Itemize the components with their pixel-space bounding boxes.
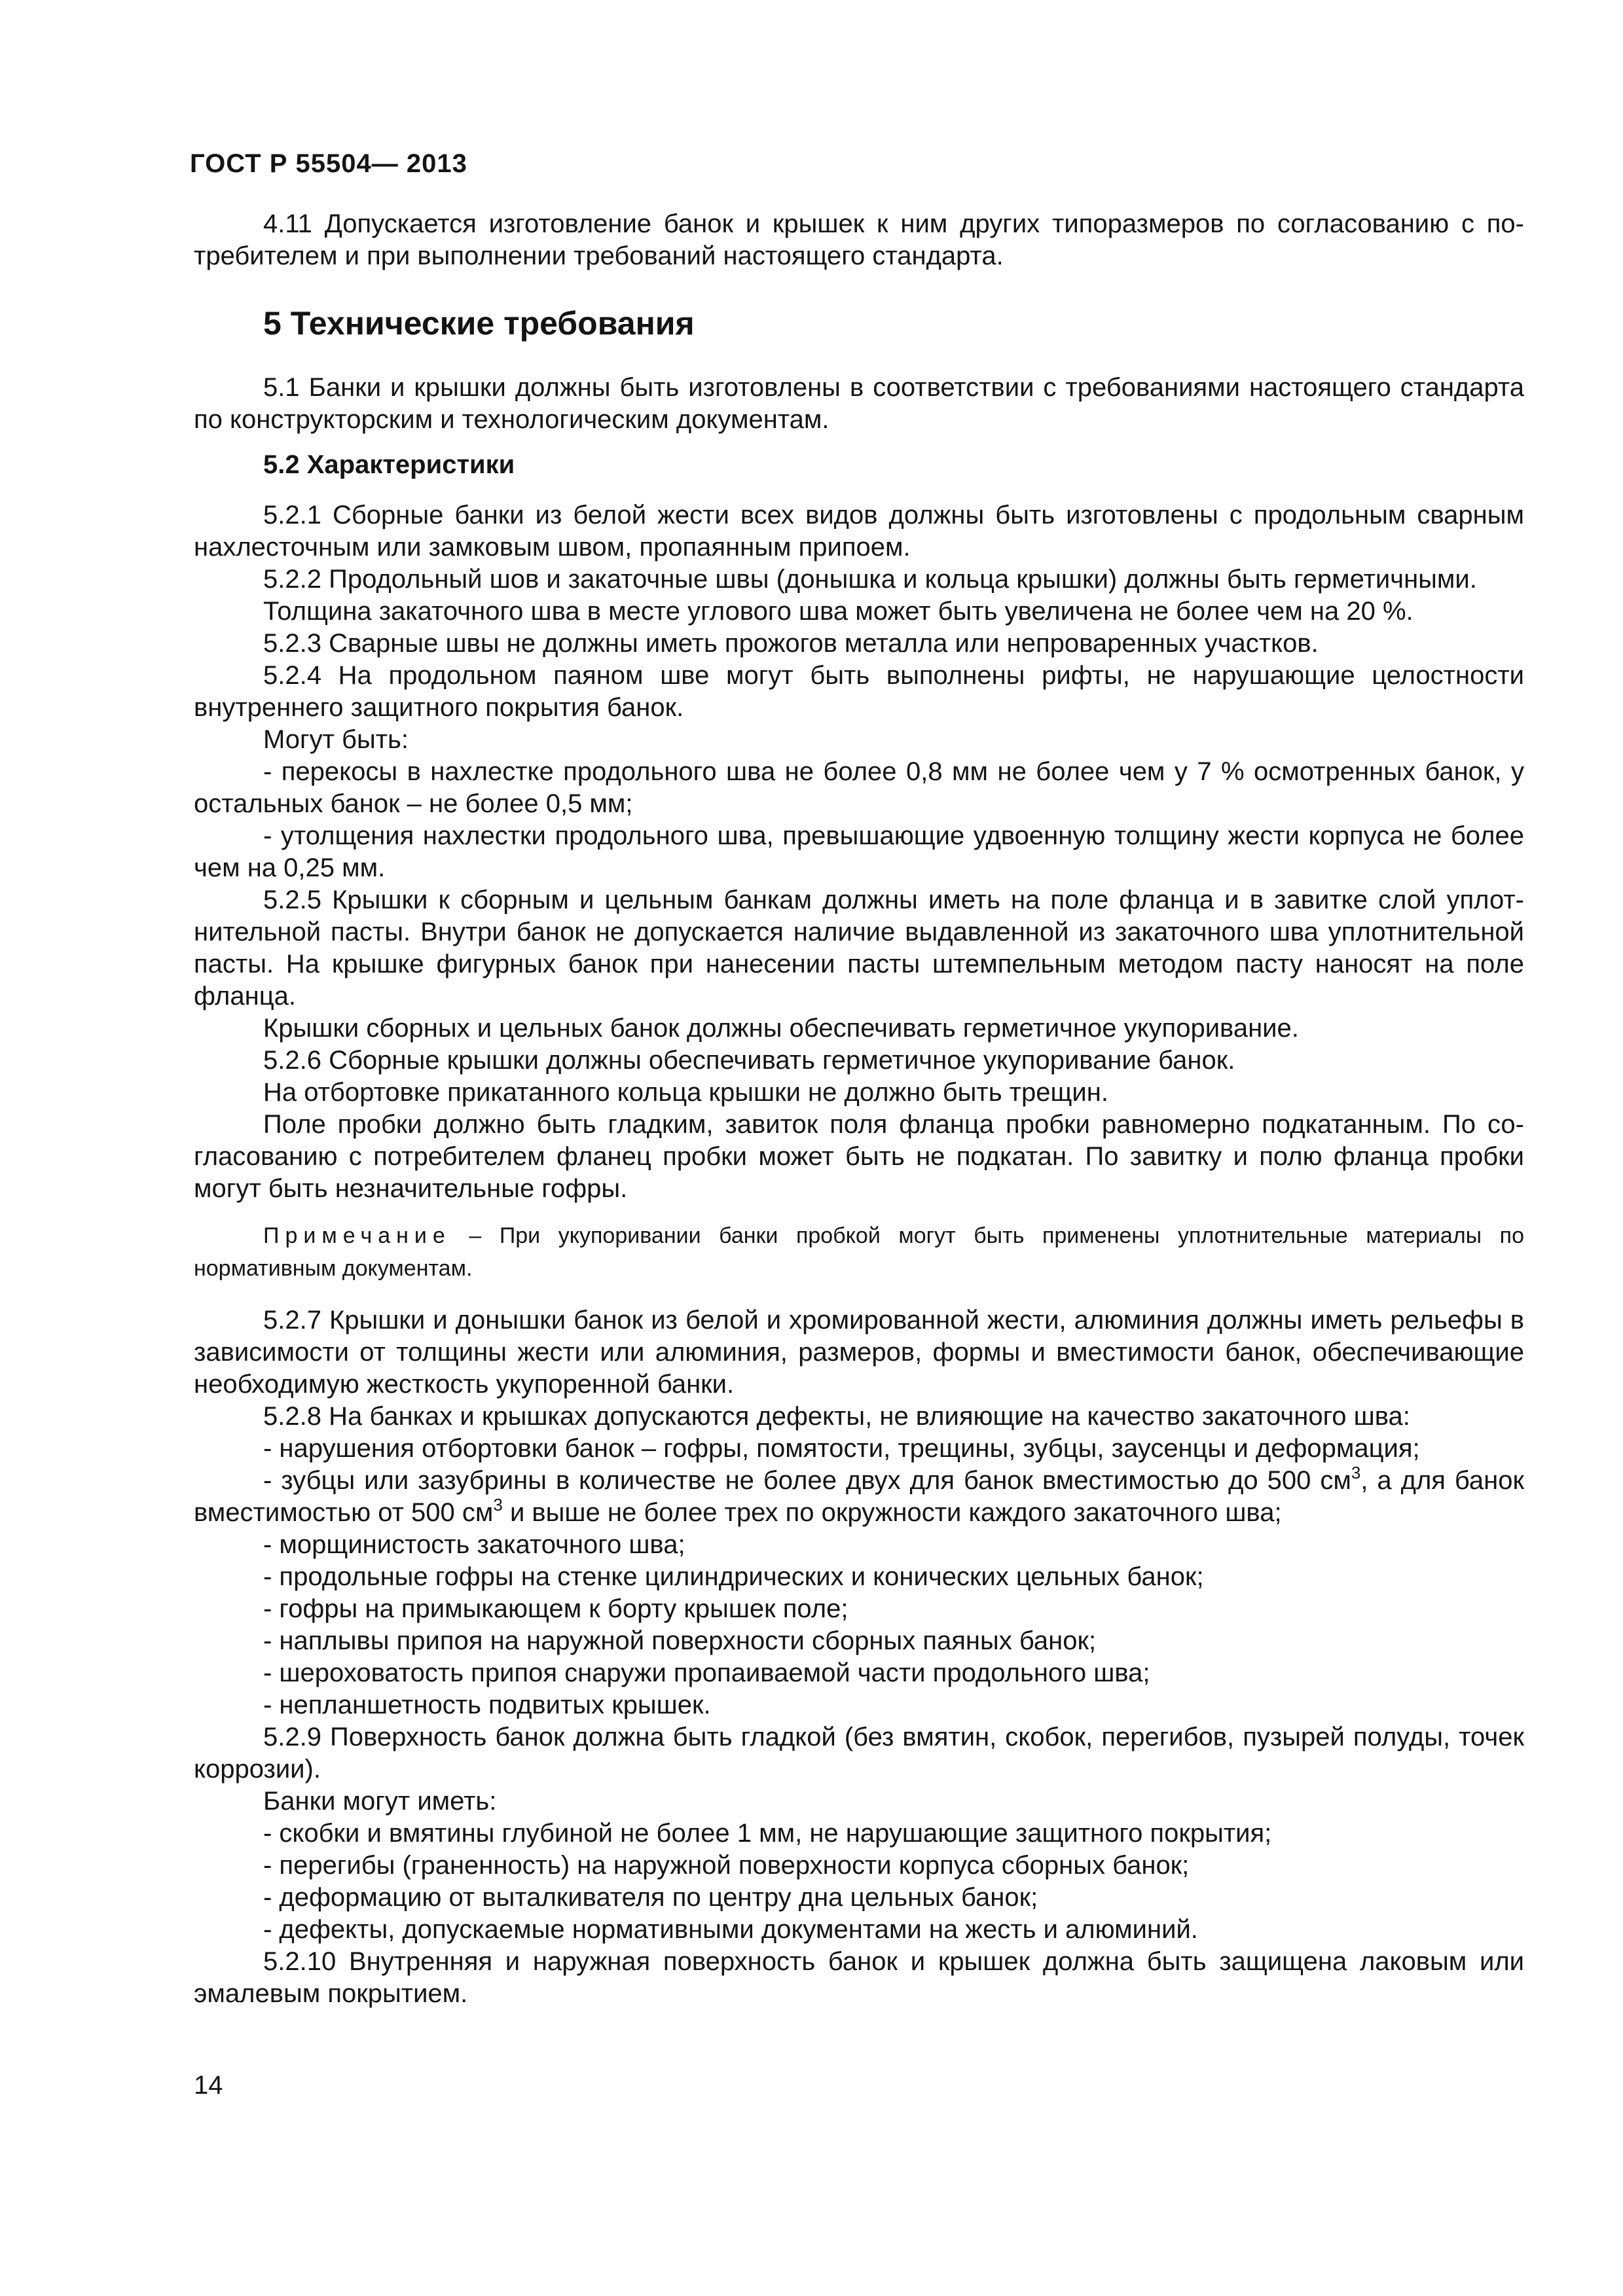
clause-5-2-7: 5.2.7 Крышки и донышки банок из белой и хромированной жести, алюминия должны иметь рельефы в зависимости от толщины жести или алюминия, размеров, формы и вместимости банок, обеспечивающие необходимую жесткость укупоренной банки. — [194, 1306, 1524, 1399]
list-item: - скобки и вмятины глубиной не более 1 мм, не нарушающие защитного покрытия; — [263, 1819, 1272, 1848]
may-be-intro: Могут быть: — [263, 725, 409, 754]
page-content — [194, 208, 1524, 2010]
list-item: - перекосы в нахлестке продольного шва не более 0,8 мм не более чем у 7 % осмотренных банок, у остальных банок – не более 0,5 мм; — [194, 757, 1524, 818]
clause-5-2-9: 5.2.9 Поверхность банок должна быть гладкой (без вмятин, скобок, перегибов, пузырей полуды, точек коррозии). — [194, 1723, 1524, 1784]
list-item: - наплывы припоя на наружной поверхности сборных паяных банок; — [263, 1626, 1097, 1655]
cans-may-intro: Банки могут иметь: — [263, 1787, 497, 1816]
superscript: 3 — [493, 1495, 503, 1515]
ring-flange-paragraph: На отбортовке прикатанного кольца крышки не должно быть трещин. — [263, 1078, 1108, 1107]
page-number: 14 — [194, 2071, 223, 2100]
clause-4-11: 4.11 Допускается изготовление банок и крышек к ним других типоразмеров по согласованию с потребителем и при выполнении требований настоящего стандарта. — [194, 209, 1524, 270]
clause-5-2-4: 5.2.4 На продольном паяном шве могут быть выполнены рифты, не нарушающие целостности внутреннего защитного покрытия банок. — [194, 661, 1524, 722]
list-item: - морщинистость закаточного шва; — [263, 1530, 685, 1559]
clause-5-2-2: 5.2.2 Продольный шов и закаточные швы (донышка и кольца крышки) должны быть герметичными. — [263, 565, 1477, 594]
lids-seal-paragraph: Крышки сборных и цельных банок должны обеспечивать герметичное укупоривание. — [263, 1014, 1299, 1043]
list-item: - нарушения отбортовки банок – гофры, помятости, трещины, зубцы, заусенцы и деформация; — [263, 1434, 1420, 1463]
list-item: - шероховатость припоя снаружи пропаиваемой части продольного шва; — [263, 1659, 1150, 1687]
subsection-5-2-title: 5.2 Характеристики — [263, 450, 515, 479]
teeth-text-3: и выше не более трех по окружности каждого закаточного шва; — [502, 1498, 1282, 1527]
plug-field-paragraph: Поле пробки должно быть гладким, завиток поля фланца пробки равномерно подкатанным. По согласованию с потребителем фланец пробки может быть не подкатан. По завитку и полю фланца пробки могут быть незначительные гофры. — [194, 1110, 1524, 1203]
list-item: - продольные гофры на стенке цилиндрических и конических цельных банок; — [263, 1562, 1204, 1591]
clause-5-2-3: 5.2.3 Сварные швы не должны иметь прожогов металла или непроваренных участков. — [263, 629, 1319, 658]
note-text: – При укупоривании банки пробкой могут быть применены уплотнительные материалы по нормативным документам. — [194, 1223, 1524, 1281]
clause-5-2-2-thickness: Толщина закаточного шва в месте углового шва может быть увеличена не более чем на 20 %. — [263, 597, 1413, 626]
list-item: - непланшетность подвитых крышек. — [263, 1691, 711, 1719]
list-item-teeth — [194, 1465, 1524, 1529]
list-item: - дефекты, допускаемые нормативными документами на жесть и алюминий. — [263, 1915, 1198, 1944]
clause-5-2-6: 5.2.6 Сборные крышки должны обеспечивать герметичное укупоривание банок. — [263, 1046, 1235, 1075]
clause-5-2-5: 5.2.5 Крышки к сборным и цельным банкам должны иметь на поле фланца и в завитке слой уплотнительной пасты. Внутри банок не допускается наличие выдавленной из закаточного шва уплотнительной пасты. На крышке фигурных банок при нанесении пасты штемпельным методом пасту наносят на поле фланца. — [194, 886, 1524, 1011]
clause-5-1: 5.1 Банки и крышки должны быть изготовлены в соответствии с требованиями настоящего стандарта по конструкторским и технологическим документам. — [194, 373, 1524, 434]
teeth-text-2: , а для банок вместимостью от 500 см — [194, 1466, 1524, 1527]
list-item: - перегибы (граненность) на наружной поверхности корпуса сборных банок; — [263, 1851, 1190, 1880]
clause-5-2-1: 5.2.1 Сборные банки из белой жести всех видов должны быть изготовлены с продольным сварным нахлесточным или замковым швом, пропаянным припоем. — [194, 501, 1524, 562]
list-item: - деформацию от выталкивателя по центру дна цельных банок; — [263, 1883, 1038, 1912]
note-label: Примечание — [263, 1223, 451, 1248]
clause-5-2-10: 5.2.10 Внутренняя и наружная поверхность банок и крышек должна быть защищена лаковым или эмалевым покрытием. — [194, 1947, 1524, 2008]
superscript: 3 — [1351, 1463, 1361, 1482]
teeth-text-1: - зубцы или зазубрины в количестве не более двух для банок вместимостью до 500 см — [263, 1466, 1351, 1495]
list-item: - утолщения нахлестки продольного шва, превышающие удвоенную толщину жести корпуса не более чем на 0,25 мм. — [194, 821, 1524, 882]
section-5-title: 5 Технические требования — [263, 305, 695, 342]
note — [194, 1219, 1524, 1285]
list-item: - гофры на примыкающем к борту крышек поле; — [263, 1594, 848, 1623]
document-header: ГОСТ Р 55504— 2013 — [190, 149, 467, 178]
clause-5-2-8: 5.2.8 На банках и крышках допускаются дефекты, не влияющие на качество закаточного шва: — [263, 1402, 1410, 1431]
